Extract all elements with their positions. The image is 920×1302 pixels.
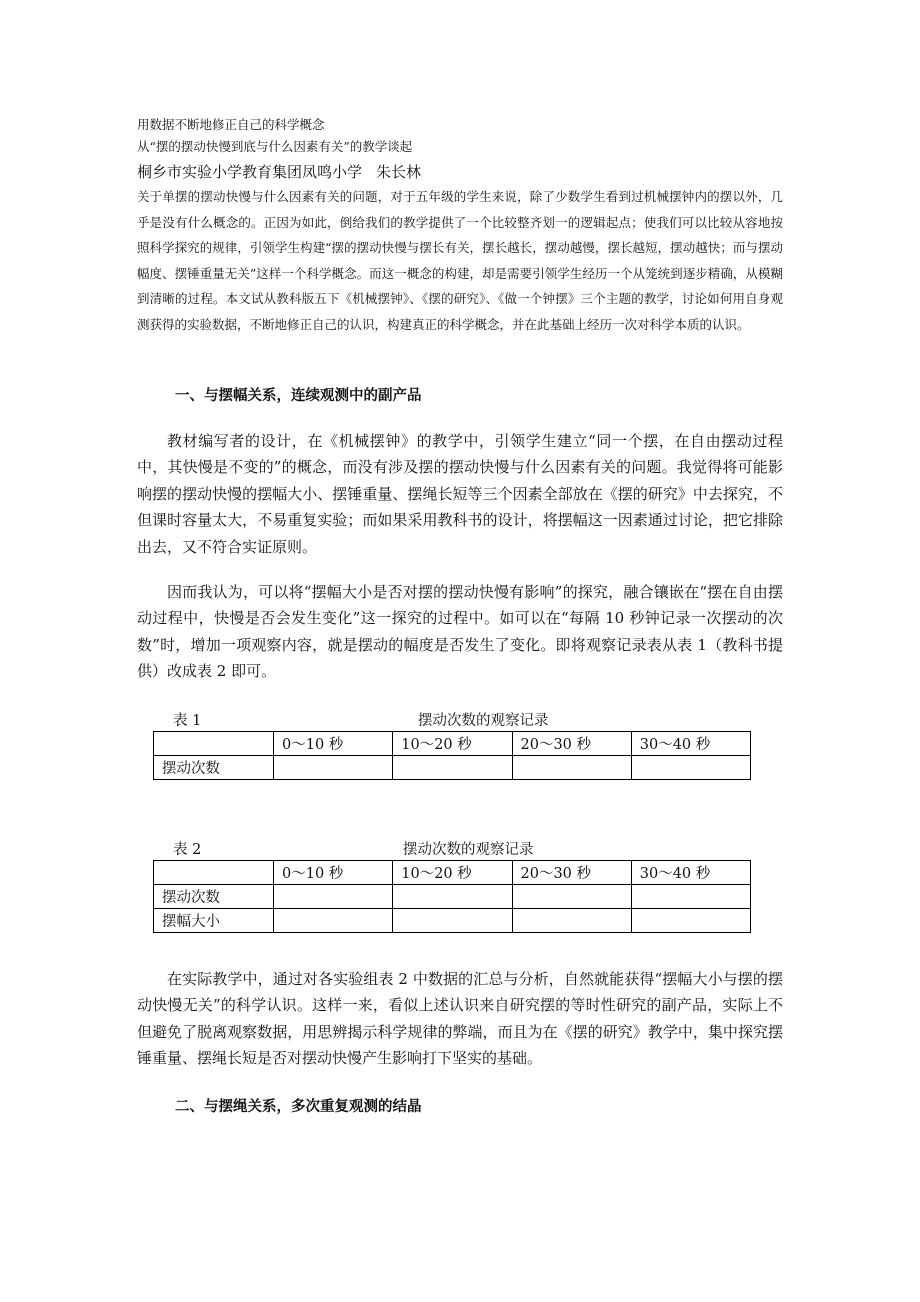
table1-cell	[631, 756, 750, 780]
table1-cell	[274, 756, 393, 780]
table1-header-cell: 30～40 秒	[631, 732, 750, 756]
table2-cell	[631, 885, 750, 909]
author-name: 朱长林	[376, 163, 422, 181]
table2-cell	[274, 885, 393, 909]
abstract: 关于单摆的摆动快慢与什么因素有关的问题，对于五年级的学生来说，除了少数学生看到过机械摆钟内的摆以外，几乎是没有什么概念的。正因为如此，倒给我们的教学提供了一个比较整齐划一的逻辑起点；使我们可以比较从容地按照科学探究的规律，引领学生构建“摆的摆动快慢与摆长有关，摆长越长，摆动越慢，摆长越短，摆动越快；而与摆动幅度、摆锤重量无关”这样一个科学概念。而这一概念的构建，却是需要引领学生经历一个从笼统到逐步精确，从模糊到清晰的过程。本文试从教科版五下《机械摆钟》、《摆的研究》、《做一个钟摆》三个主题的教学，讨论如何用自身观测获得的实验数据，不断地修正自己的认识，构建真正的科学概念，并在此基础上经历一次对科学本质的认识。	[137, 189, 783, 332]
table2-label: 表 2	[173, 842, 202, 858]
table-row	[154, 909, 751, 933]
table2-header-cell: 30～40 秒	[631, 861, 750, 885]
table2-header-cell: 20～30 秒	[512, 861, 631, 885]
table-row	[154, 756, 751, 780]
author-org: 桐乡市实验小学教育集团凤鸣小学	[137, 163, 363, 181]
table2-row-label: 摆幅大小	[154, 909, 274, 933]
section-heading-1: 一、与摆幅关系，连续观测中的副产品	[175, 387, 422, 404]
table2-cell	[393, 909, 512, 933]
table1-row-label: 摆动次数	[154, 756, 274, 780]
table2-header-cell: 0～10 秒	[274, 861, 393, 885]
table-row	[154, 885, 751, 909]
table1	[153, 731, 751, 780]
table2-cell	[512, 909, 631, 933]
table1-caption: 摆动次数的观察记录	[418, 713, 549, 729]
doc-title: 用数据不断地修正自己的科学概念	[137, 117, 325, 132]
table2-row-label: 摆动次数	[154, 885, 274, 909]
table1-cell	[393, 756, 512, 780]
table1-cell	[512, 756, 631, 780]
paragraph-3: 在实际教学中，通过对各实验组表 2 中数据的汇总与分析，自然就能获得“摆幅大小与摆的摆动快慢无关”的科学认识。这样一来，看似上述认识来自研究摆的等时性研究的副产品，实际上不但避免了脱离观察数据，用思辨揭示科学规律的弊端，而且为在《摆的研究》教学中，集中探究摆锤重量、摆绳长短是否对摆动快慢产生影响打下坚实的基础。	[137, 970, 783, 1068]
table2-header-cell: 10～20 秒	[393, 861, 512, 885]
table2-cell	[274, 909, 393, 933]
table1-header-cell	[154, 732, 274, 756]
table1-label: 表 1	[173, 713, 202, 729]
section-heading-2: 二、与摆绳关系，多次重复观测的结晶	[175, 1098, 422, 1115]
table2-cell	[393, 885, 512, 909]
doc-subtitle: 从“摆的摆动快慢到底与什么因素有关”的教学谈起	[137, 139, 413, 154]
paragraph-1: 教材编写者的设计，在《机械摆钟》的教学中，引领学生建立“同一个摆，在自由摆动过程中，其快慢是不变的”的概念，而没有涉及摆的摆动快慢与什么因素有关的问题。我觉得将可能影响摆的摆动快慢的摆幅大小、摆锤重量、摆绳长短等三个因素全部放在《摆的研究》中去探究，不但课时容量太大，不易重复实验；而如果采用教科书的设计，将摆幅这一因素通过讨论，把它排除出去，又不符合实证原则。	[137, 432, 783, 556]
table2-cell	[631, 909, 750, 933]
table1-header-cell: 0～10 秒	[274, 732, 393, 756]
table2-header-row	[154, 861, 751, 885]
table1-header-cell: 10～20 秒	[393, 732, 512, 756]
table1-header-cell: 20～30 秒	[512, 732, 631, 756]
table2	[153, 860, 751, 933]
paragraph-2: 因而我认为，可以将“摆幅大小是否对摆的摆动快慢有影响”的探究，融合镶嵌在“摆在自由摆动过程中，快慢是否会发生变化”这一探究的过程中。如可以在“每隔 10 秒钟记录一次摆动的次数”时，增加一项观察内容，就是摆动的幅度是否发生了变化。即将观察记录表从表 1（教科书提供）改成表 2 即可。	[137, 583, 783, 681]
author-line	[137, 160, 421, 184]
table2-cell	[512, 885, 631, 909]
table2-caption: 摆动次数的观察记录	[403, 842, 534, 858]
table2-header-cell	[154, 861, 274, 885]
table1-header-row	[154, 732, 751, 756]
